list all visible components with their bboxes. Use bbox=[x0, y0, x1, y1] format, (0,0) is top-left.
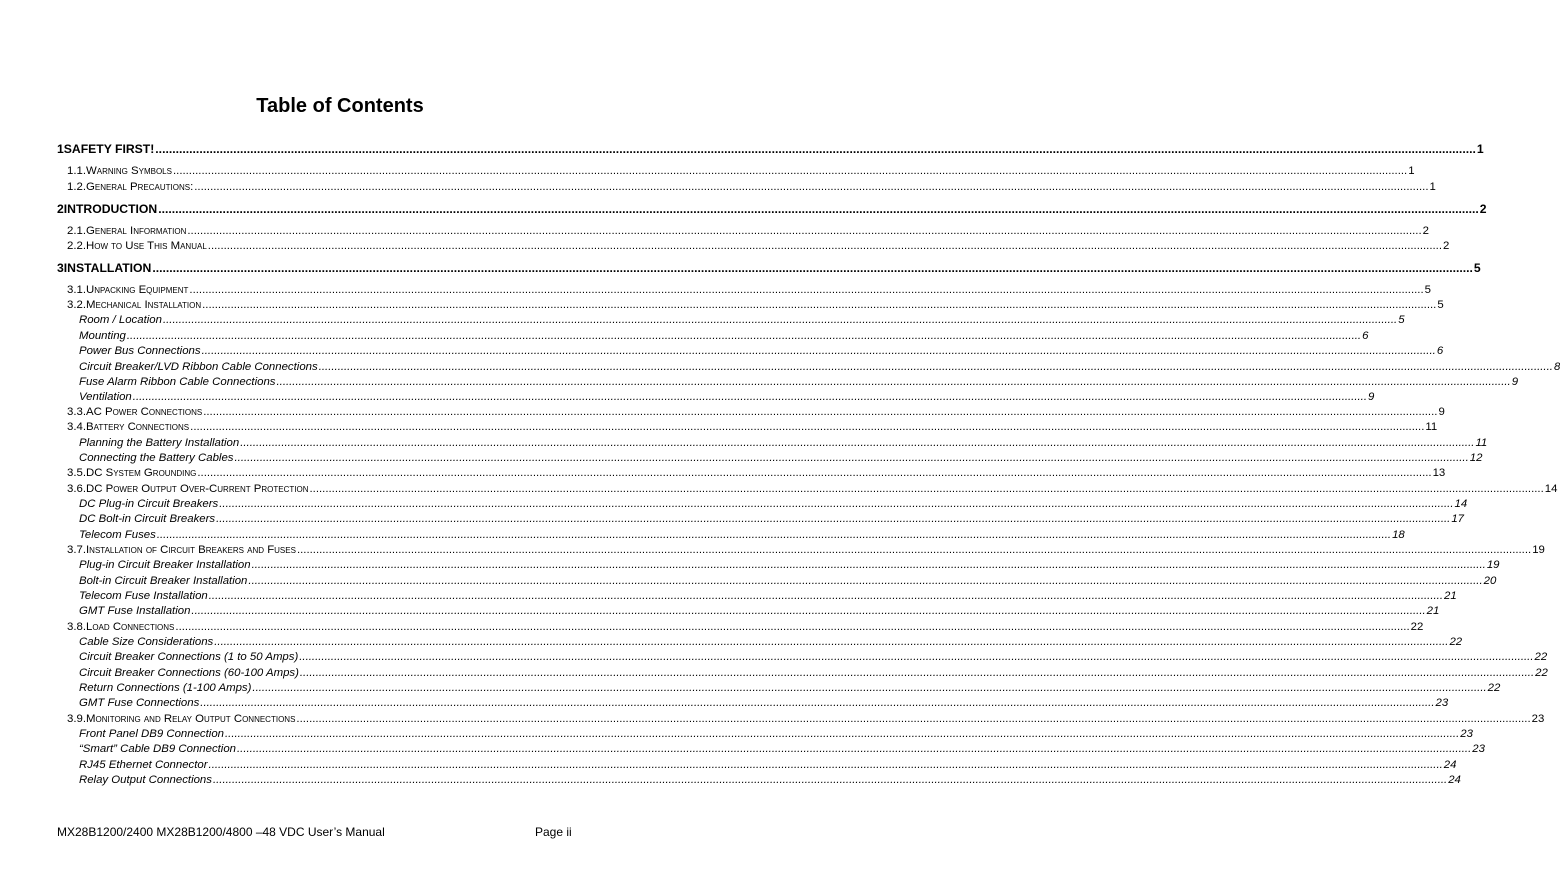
toc-entry-number: 3 bbox=[57, 261, 64, 275]
toc-entry-number: 3.4. bbox=[67, 421, 86, 433]
dot-leader bbox=[248, 574, 1482, 588]
page-title: Table of Contents bbox=[256, 95, 424, 117]
toc-entry-page: 23 bbox=[1435, 697, 1449, 709]
toc-entry-sub[interactable] bbox=[79, 451, 1483, 465]
toc-entry-section[interactable] bbox=[67, 224, 1429, 238]
toc-entry-section[interactable] bbox=[67, 543, 1545, 557]
dot-leader bbox=[202, 344, 1436, 358]
toc-entry-sub[interactable] bbox=[79, 497, 1468, 511]
toc-entry-label: Planning the Battery Installation bbox=[79, 437, 240, 449]
dot-leader bbox=[219, 497, 1453, 511]
toc-entry-sub[interactable] bbox=[79, 375, 1519, 389]
dot-leader bbox=[187, 224, 1421, 238]
dot-leader bbox=[214, 635, 1448, 649]
toc-entry-page: 2 bbox=[1422, 225, 1429, 237]
dot-leader bbox=[209, 589, 1443, 603]
toc-entry-label: Relay Output Connections bbox=[79, 774, 212, 786]
toc-entry-section[interactable] bbox=[67, 239, 1450, 253]
toc-entry-page: 12 bbox=[1469, 452, 1483, 464]
dot-leader bbox=[175, 620, 1409, 634]
toc-entry-number: 1 bbox=[57, 142, 64, 156]
toc-entry-page: 13 bbox=[1432, 467, 1446, 479]
dot-leader bbox=[296, 712, 1530, 726]
toc-entry-sub[interactable] bbox=[79, 696, 1449, 710]
toc-entry-chapter[interactable] bbox=[57, 142, 1484, 156]
toc-entry-label: GMT Fuse Installation bbox=[79, 605, 191, 617]
dot-leader bbox=[133, 390, 1367, 404]
toc-entry-page: 19 bbox=[1532, 544, 1545, 556]
toc-entry-label: Circuit Breaker Connections (60-100 Amps) bbox=[79, 667, 299, 679]
toc-entry-label: AC Power Connections bbox=[86, 406, 203, 418]
toc-entry-label: Battery Connections bbox=[86, 421, 190, 433]
toc-entry-label: Cable Size Considerations bbox=[79, 636, 214, 648]
toc-entry-page: 1 bbox=[1408, 165, 1415, 177]
dot-leader bbox=[300, 666, 1534, 680]
toc-entry-section[interactable] bbox=[67, 466, 1446, 480]
toc-entry-sub[interactable] bbox=[79, 558, 1500, 572]
toc-entry-sub[interactable] bbox=[79, 681, 1501, 695]
toc-entry-number: 3.6. bbox=[67, 483, 86, 495]
toc-entry-page: 6 bbox=[1436, 345, 1444, 357]
toc-entry-page: 21 bbox=[1443, 590, 1457, 602]
toc-entry-label: DC Power Output Over-Current Protection bbox=[86, 483, 309, 495]
toc-entry-label: General Precautions: bbox=[86, 181, 194, 193]
dot-leader bbox=[216, 512, 1450, 526]
dot-leader bbox=[276, 375, 1510, 389]
toc-entry-label: INTRODUCTION bbox=[63, 202, 158, 216]
dot-leader bbox=[213, 773, 1447, 787]
toc-entry-page: 22 bbox=[1449, 636, 1463, 648]
dot-leader bbox=[191, 604, 1425, 618]
dot-leader bbox=[240, 436, 1474, 450]
toc-entry-page: 8 bbox=[1553, 361, 1560, 373]
toc-entry-page: 1 bbox=[1429, 181, 1436, 193]
toc-entry-label: DC Bolt-in Circuit Breakers bbox=[79, 513, 216, 525]
toc-entry-sub[interactable] bbox=[79, 313, 1405, 327]
toc-entry-label: Warning Symbols bbox=[86, 165, 172, 177]
toc-entry-page: 22 bbox=[1487, 682, 1501, 694]
toc-entry-section[interactable] bbox=[67, 180, 1436, 194]
toc-entry-number: 2 bbox=[57, 202, 64, 216]
toc-entry-label: GMT Fuse Connections bbox=[79, 697, 200, 709]
toc-entry-page: 24 bbox=[1448, 774, 1461, 786]
toc-entry-label: Power Bus Connections bbox=[79, 345, 201, 357]
dot-leader bbox=[155, 142, 1476, 156]
toc-entry-sub[interactable] bbox=[79, 589, 1457, 603]
toc-entry-sub[interactable] bbox=[79, 574, 1497, 588]
toc-entry-number: 3.5. bbox=[67, 467, 86, 479]
toc-entry-number: 3.1. bbox=[67, 284, 86, 296]
toc-entry-page: 2 bbox=[1479, 202, 1487, 216]
toc-entry-sub[interactable] bbox=[79, 390, 1375, 404]
dot-leader bbox=[190, 420, 1424, 434]
toc-entry-label: Ventilation bbox=[79, 391, 132, 403]
dot-leader bbox=[127, 329, 1361, 343]
toc-entry-label: Return Connections (1-100 Amps) bbox=[79, 682, 252, 694]
toc-entry-page: 22 bbox=[1410, 621, 1424, 633]
footer-page-number: Page ii bbox=[535, 825, 572, 839]
toc-entry-page: 5 bbox=[1398, 314, 1405, 326]
toc-entry-page: 5 bbox=[1437, 299, 1444, 311]
toc-entry-sub[interactable] bbox=[79, 666, 1548, 680]
dot-leader bbox=[152, 261, 1473, 275]
dot-leader bbox=[173, 164, 1407, 178]
toc-entry-label: DC System Grounding bbox=[86, 467, 197, 479]
toc-entry-page: 9 bbox=[1438, 406, 1445, 418]
toc-entry-sub[interactable] bbox=[79, 604, 1440, 618]
toc-entry-chapter[interactable] bbox=[57, 202, 1487, 216]
dot-leader bbox=[237, 742, 1471, 756]
dot-leader bbox=[158, 202, 1479, 216]
toc-entry-sub[interactable] bbox=[79, 650, 1548, 664]
toc-entry-page: 23 bbox=[1472, 743, 1485, 755]
toc-entry-label: Unpacking Equipment bbox=[86, 284, 189, 296]
dot-leader bbox=[297, 543, 1531, 557]
toc-entry-page: 19 bbox=[1486, 559, 1500, 571]
dot-leader bbox=[252, 558, 1486, 572]
toc-entry-page: 5 bbox=[1424, 284, 1431, 296]
dot-leader bbox=[203, 405, 1437, 419]
toc-entry-sub[interactable] bbox=[79, 329, 1369, 343]
toc-entry-sub[interactable] bbox=[79, 360, 1560, 374]
toc-entry-label: Installation of Circuit Breakers and Fuses bbox=[86, 544, 296, 556]
toc-entry-label: Plug-in Circuit Breaker Installation bbox=[79, 559, 251, 571]
dot-leader bbox=[163, 313, 1397, 327]
toc-entry-page: 23 bbox=[1531, 713, 1545, 725]
toc-entry-page: 14 bbox=[1544, 483, 1558, 495]
toc-entry-label: Front Panel DB9 Connection bbox=[79, 728, 224, 740]
toc-entry-section[interactable] bbox=[67, 283, 1431, 297]
toc-entry-page: 23 bbox=[1460, 728, 1473, 740]
toc-entry-label: Telecom Fuse Installation bbox=[79, 590, 208, 602]
dot-leader bbox=[319, 360, 1553, 374]
toc-entry-label: Load Connections bbox=[86, 621, 175, 633]
toc-entry-label: Room / Location bbox=[79, 314, 162, 326]
toc-entry-page: 9 bbox=[1368, 391, 1375, 403]
toc-entry-page: 22 bbox=[1534, 651, 1548, 663]
toc-entry-sub[interactable] bbox=[79, 512, 1464, 526]
toc-entry-page: 9 bbox=[1511, 376, 1519, 388]
toc-entry-number: 3.9. bbox=[67, 713, 86, 725]
toc-entry-number: 2.1. bbox=[67, 225, 86, 237]
toc-entry-page: 21 bbox=[1426, 605, 1440, 617]
toc-entry-label: INSTALLATION bbox=[63, 261, 152, 275]
toc-entry-label: “Smart” Cable DB9 Connection bbox=[79, 743, 237, 755]
toc-entry-sub[interactable] bbox=[79, 742, 1485, 756]
toc-entry-number: 3.3. bbox=[67, 406, 86, 418]
toc-entry-label: Circuit Breaker/LVD Ribbon Cable Connections bbox=[79, 361, 318, 373]
toc-entry-page: 11 bbox=[1475, 437, 1488, 449]
toc-entry-label: SAFETY FIRST! bbox=[63, 142, 155, 156]
toc-entry-sub[interactable] bbox=[79, 727, 1473, 741]
toc-entry-number: 3.2. bbox=[67, 299, 86, 311]
toc-entry-sub[interactable] bbox=[79, 773, 1461, 787]
toc-entry-label: How to Use This Manual bbox=[86, 240, 207, 252]
toc-entry-sub[interactable] bbox=[79, 528, 1405, 542]
dot-leader bbox=[252, 681, 1486, 695]
toc-entry-section[interactable] bbox=[67, 164, 1415, 178]
toc-entry-number: 3.8. bbox=[67, 621, 86, 633]
toc-entry-label: Mechanical Installation bbox=[86, 299, 202, 311]
dot-leader bbox=[208, 239, 1442, 253]
dot-leader bbox=[299, 650, 1533, 664]
toc-entry-sub[interactable] bbox=[79, 635, 1463, 649]
toc-entry-number: 1.2. bbox=[67, 181, 86, 193]
toc-entry-section[interactable] bbox=[67, 482, 1558, 496]
dot-leader bbox=[194, 180, 1428, 194]
toc-entry-page: 5 bbox=[1473, 261, 1481, 275]
toc-entry-page: 14 bbox=[1454, 498, 1468, 510]
toc-entry-label: DC Plug-in Circuit Breakers bbox=[79, 498, 219, 510]
dot-leader bbox=[189, 283, 1423, 297]
toc-entry-label: Circuit Breaker Connections (1 to 50 Amps) bbox=[79, 651, 299, 663]
toc-entry-page: 18 bbox=[1392, 529, 1405, 541]
toc-entry-label: Fuse Alarm Ribbon Cable Connections bbox=[79, 376, 276, 388]
toc-entry-section[interactable] bbox=[67, 712, 1545, 726]
toc-entry-page: 1 bbox=[1476, 142, 1484, 156]
toc-entry-label: RJ45 Ethernet Connector bbox=[79, 759, 208, 771]
toc-entry-page: 2 bbox=[1443, 240, 1450, 252]
toc-entry-label: Bolt-in Circuit Breaker Installation bbox=[79, 575, 248, 587]
toc-entry-sub[interactable] bbox=[79, 436, 1488, 450]
toc-entry-number: 2.2. bbox=[67, 240, 86, 252]
dot-leader bbox=[157, 528, 1391, 542]
toc-entry-number: 3.7. bbox=[67, 544, 86, 556]
toc-entry-page: 6 bbox=[1362, 330, 1369, 342]
dot-leader bbox=[197, 466, 1431, 480]
toc-entry-label: Monitoring and Relay Output Connections bbox=[86, 713, 296, 725]
toc-entry-page: 20 bbox=[1483, 575, 1497, 587]
toc-entry-chapter[interactable] bbox=[57, 261, 1481, 275]
toc-entry-section[interactable] bbox=[67, 298, 1444, 312]
dot-leader bbox=[209, 758, 1443, 772]
toc-entry-page: 11 bbox=[1425, 421, 1438, 433]
toc-entry-page: 17 bbox=[1451, 513, 1464, 525]
toc-entry-sub[interactable] bbox=[79, 758, 1457, 772]
footer-manual-title: MX28B1200/2400 MX28B1200/4800 –48 VDC User’s Manual bbox=[57, 825, 385, 839]
dot-leader bbox=[235, 451, 1469, 465]
dot-leader bbox=[202, 298, 1436, 312]
toc-entry-sub[interactable] bbox=[79, 344, 1444, 358]
toc-entry-section[interactable] bbox=[67, 420, 1438, 434]
toc-entry-label: General Information bbox=[86, 225, 187, 237]
toc-entry-page: 24 bbox=[1443, 759, 1457, 771]
toc-entry-number: 1.1. bbox=[67, 165, 86, 177]
dot-leader bbox=[200, 696, 1434, 710]
toc-entry-label: Mounting bbox=[79, 330, 126, 342]
dot-leader bbox=[225, 727, 1459, 741]
dot-leader bbox=[310, 482, 1544, 496]
toc-entry-page: 22 bbox=[1535, 667, 1548, 679]
toc-entry-section[interactable] bbox=[67, 405, 1445, 419]
toc-entry-label: Connecting the Battery Cables bbox=[79, 452, 234, 464]
toc-entry-section[interactable] bbox=[67, 620, 1424, 634]
toc-entry-label: Telecom Fuses bbox=[79, 529, 156, 541]
